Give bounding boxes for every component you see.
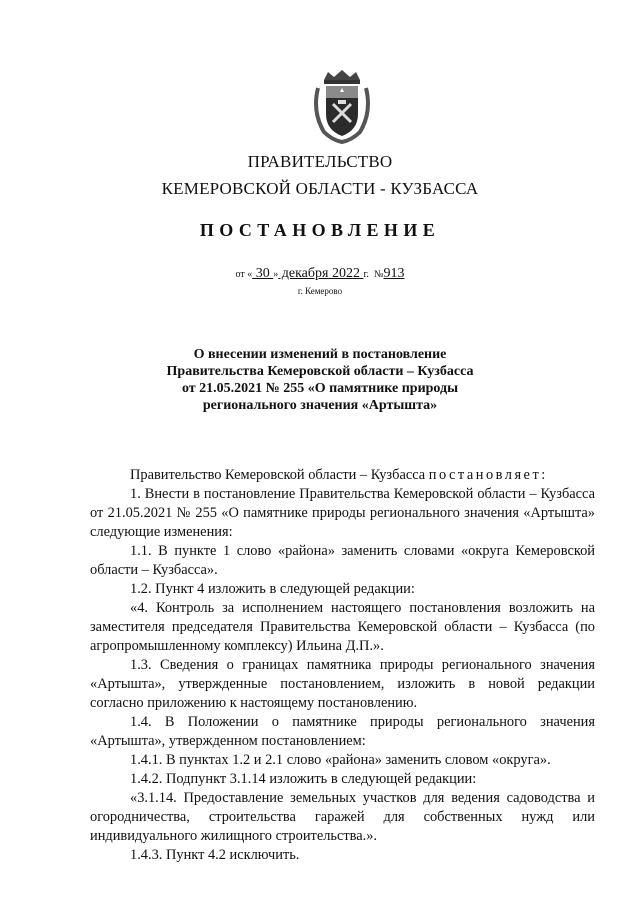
document-subject [0, 346, 640, 414]
paragraph-1-4-2-text: «3.1.14. Предоставление земельных участков для ведения садоводства и огородничества, строительства гаражей для собственных нужд или индивидуального жилищного строительства.». [90, 790, 595, 844]
paragraph-1-4: 1.4. В Положении о памятнике природы регионального значения «Артышта», утвержденном постановлением: [90, 714, 595, 749]
government-name-line2: КЕМЕРОВСКОЙ ОБЛАСТИ - КУЗБАССА [161, 179, 479, 198]
date-day: 30 [252, 266, 274, 281]
subject-line3: от 21.05.2021 № 255 «О памятнике природы [181, 381, 459, 396]
subject-line2: Правительства Кемеровской области – Кузбасса [166, 364, 474, 379]
intro-spaced-word: постановляет: [428, 467, 548, 483]
paragraph-1-2-text: «4. Контроль за исполнением настоящего постановления возложить на заместителя председателя Правительства Кемеровской области – Кузбасса (по агропромышленному комплексу) Ильина Д.П.». [90, 600, 595, 654]
paragraph-1-4-1: 1.4.1. В пунктах 1.2 и 2.1 слово «района» заменить словом «округа». [130, 752, 551, 768]
government-name-line1: ПРАВИТЕЛЬСТВО [247, 152, 393, 171]
intro-prefix: Правительство Кемеровской области – Кузбасса [130, 467, 429, 483]
paragraph-1-3: 1.3. Сведения о границах памятника природы регионального значения «Артышта», утвержденные постановлением, изложить в новой редакции согласно приложению к настоящему постановлению. [90, 657, 595, 711]
paragraph-1-4-2: 1.4.2. Подпункт 3.1.14 изложить в следующей редакции: [130, 771, 477, 787]
subject-line1: О внесении изменений в постановление [193, 347, 447, 362]
document-type-title: ПОСТАНОВЛЕНИЕ [199, 220, 441, 240]
paragraph-1: 1. Внести в постановление Правительства Кемеровской области – Кузбасса от 21.05.2021 № 255 «О памятнике природы регионального значения «Артышта» следующие изменения: [90, 486, 595, 540]
coat-of-arms-icon [310, 68, 374, 144]
document-number: 913 [383, 266, 405, 281]
city-label: г. Кемерово [297, 286, 343, 296]
date-prefix: от « [235, 269, 253, 280]
paragraph-1-4-3: 1.4.3. Пункт 4.2 исключить. [130, 847, 300, 863]
date-number-line [0, 266, 640, 282]
intro-paragraph [90, 466, 595, 485]
document-body [90, 466, 595, 865]
date-year-suffix: г. [363, 269, 369, 280]
number-prefix: № [373, 269, 384, 280]
date-month-year: декабря 2022 [278, 266, 364, 281]
date-mid: » [273, 269, 279, 280]
subject-line4: регионального значения «Артышта» [202, 398, 438, 413]
paragraph-1-2: 1.2. Пункт 4 изложить в следующей редакции: [130, 581, 415, 597]
paragraph-1-1: 1.1. В пункте 1 слово «района» заменить словами «округа Кемеровской области – Кузбасса». [90, 543, 595, 578]
